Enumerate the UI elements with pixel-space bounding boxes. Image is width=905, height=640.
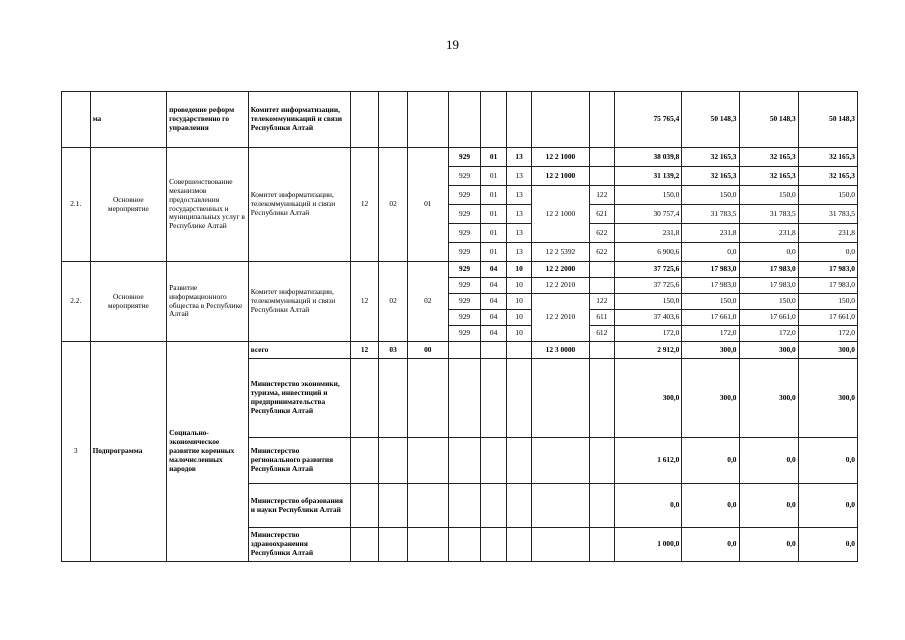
csr-cell	[532, 528, 589, 562]
csr-cell: 12 2 2010	[532, 294, 589, 342]
amount-cell: 300,0	[739, 342, 798, 359]
agency-cell: Комитет информатизации, телекоммуникаций и связи Республики Алтай	[248, 262, 350, 342]
row-number-cell	[62, 92, 91, 148]
rz-cell: 01	[481, 205, 507, 224]
csr-cell: 12 2 5392	[532, 243, 589, 262]
code-cell	[379, 484, 408, 528]
rz-cell: 04	[481, 262, 507, 278]
amount-cell: 2 912,0	[615, 342, 682, 359]
vr-cell: 621	[589, 205, 615, 224]
pr-cell: 10	[506, 326, 532, 342]
pr-cell	[506, 438, 532, 484]
code-cell	[532, 92, 589, 148]
grbs-cell: 929	[448, 167, 481, 186]
pr-cell: 13	[506, 167, 532, 186]
amount-cell: 17 983,0	[682, 262, 739, 278]
amount-cell: 150,0	[682, 294, 739, 310]
amount-cell: 6 900,6	[615, 243, 682, 262]
vr-cell: 122	[589, 294, 615, 310]
amount-cell: 0,0	[739, 484, 798, 528]
agency-cell: Министерство регионального развития Республики Алтай	[248, 438, 350, 484]
amount-cell: 0,0	[798, 528, 857, 562]
amount-cell: 150,0	[739, 294, 798, 310]
rz-cell: 01	[481, 224, 507, 243]
amount-cell: 37 403,6	[615, 310, 682, 326]
row-number-cell: 3	[62, 342, 91, 562]
amount-cell: 75 765,4	[615, 92, 682, 148]
agency-cell: Комитет информатизации, телекоммуникаций и связи Республики Алтай	[248, 92, 350, 148]
code-cell	[481, 92, 507, 148]
amount-cell: 32 165,3	[739, 148, 798, 167]
vr-cell	[589, 262, 615, 278]
pr-cell: 13	[506, 243, 532, 262]
grbs-cell: 929	[448, 262, 481, 278]
amount-cell: 1 612,0	[615, 438, 682, 484]
amount-cell: 32 165,3	[682, 167, 739, 186]
amount-cell: 31 783,5	[798, 205, 857, 224]
pr-cell: 10	[506, 262, 532, 278]
amount-cell: 300,0	[798, 342, 857, 359]
amount-cell: 31 139,2	[615, 167, 682, 186]
code-cell	[350, 528, 379, 562]
rz-cell	[481, 359, 507, 438]
vr-cell: 622	[589, 224, 615, 243]
amount-cell: 231,8	[798, 224, 857, 243]
amount-cell: 17 661,0	[739, 310, 798, 326]
purpose-cell: Совершенствование механизмов предоставления государственных и муниципальных услуг в Республике Алтай	[167, 148, 249, 262]
rz-cell: 04	[481, 294, 507, 310]
vr-cell	[589, 278, 615, 294]
amount-cell: 172,0	[615, 326, 682, 342]
agency-cell: Министерство образования и науки Республики Алтай	[248, 484, 350, 528]
code-cell: 02	[379, 262, 408, 342]
amount-cell: 50 148,3	[798, 92, 857, 148]
amount-cell: 231,8	[739, 224, 798, 243]
vr-cell: 122	[589, 186, 615, 205]
grbs-cell: 929	[448, 224, 481, 243]
csr-cell: 12 2 2010	[532, 278, 589, 294]
amount-cell: 50 148,3	[739, 92, 798, 148]
pr-cell	[506, 342, 532, 359]
amount-cell: 0,0	[615, 484, 682, 528]
amount-cell: 50 148,3	[682, 92, 739, 148]
amount-cell: 17 983,0	[798, 278, 857, 294]
amount-cell: 0,0	[798, 484, 857, 528]
csr-cell: 12 3 0000	[532, 342, 589, 359]
agency-cell: Министерство здравоохранения Республики Алтай	[248, 528, 350, 562]
row-name-cell: Подпрограмма	[90, 342, 167, 562]
csr-cell: 12 2 1000	[532, 148, 589, 167]
pr-cell: 10	[506, 310, 532, 326]
amount-cell: 17 983,0	[798, 262, 857, 278]
code-cell	[379, 92, 408, 148]
agency-cell: Комитет информатизации, телекоммуникаций и связи Республики Алтай	[248, 148, 350, 262]
amount-cell: 0,0	[682, 243, 739, 262]
code-cell	[448, 92, 481, 148]
code-cell: 02	[379, 148, 408, 262]
amount-cell: 300,0	[615, 359, 682, 438]
row-name-cell: ма	[90, 92, 167, 148]
pr-cell	[506, 484, 532, 528]
vr-cell: 612	[589, 326, 615, 342]
amount-cell: 231,8	[615, 224, 682, 243]
row-number-cell: 2.1.	[62, 148, 91, 262]
amount-cell: 0,0	[739, 438, 798, 484]
amount-cell: 37 725,6	[615, 262, 682, 278]
amount-cell: 150,0	[615, 294, 682, 310]
vr-cell	[589, 528, 615, 562]
amount-cell: 150,0	[798, 294, 857, 310]
rz-cell: 01	[481, 167, 507, 186]
grbs-cell: 929	[448, 294, 481, 310]
code-cell	[407, 528, 448, 562]
amount-cell: 32 165,3	[682, 148, 739, 167]
grbs-cell	[448, 528, 481, 562]
code-cell	[350, 438, 379, 484]
row-name-cell: Основное мероприятие	[90, 148, 167, 262]
vr-cell	[589, 359, 615, 438]
code-cell: 00	[407, 342, 448, 359]
pr-cell: 13	[506, 224, 532, 243]
csr-cell	[532, 438, 589, 484]
code-cell: 02	[407, 262, 448, 342]
vr-cell	[589, 148, 615, 167]
vr-cell: 622	[589, 243, 615, 262]
amount-cell: 300,0	[682, 359, 739, 438]
grbs-cell	[448, 484, 481, 528]
rz-cell	[481, 484, 507, 528]
amount-cell: 17 983,0	[682, 278, 739, 294]
code-cell	[506, 92, 532, 148]
amount-cell: 31 783,5	[739, 205, 798, 224]
csr-cell	[532, 484, 589, 528]
amount-cell: 172,0	[739, 326, 798, 342]
page-number: 19	[446, 37, 459, 52]
amount-cell: 231,8	[682, 224, 739, 243]
grbs-cell: 929	[448, 278, 481, 294]
grbs-cell: 929	[448, 243, 481, 262]
amount-cell: 31 783,5	[682, 205, 739, 224]
code-cell: 12	[350, 342, 379, 359]
grbs-cell	[448, 359, 481, 438]
purpose-cell: Социально-экономическое развитие коренных малочисленных народов	[167, 342, 249, 562]
code-cell: 12	[350, 148, 379, 262]
amount-cell: 172,0	[682, 326, 739, 342]
row-name-cell: Основное мероприятие	[90, 262, 167, 342]
amount-cell: 38 039,8	[615, 148, 682, 167]
vr-cell	[589, 484, 615, 528]
code-cell: 12	[350, 262, 379, 342]
code-cell	[379, 359, 408, 438]
amount-cell: 1 000,0	[615, 528, 682, 562]
vr-cell	[589, 438, 615, 484]
row-number-cell: 2.2.	[62, 262, 91, 342]
grbs-cell: 929	[448, 310, 481, 326]
vr-cell	[589, 167, 615, 186]
csr-cell: 12 2 1000	[532, 186, 589, 243]
budget-table	[61, 91, 858, 562]
rz-cell: 04	[481, 278, 507, 294]
code-cell	[350, 484, 379, 528]
amount-cell: 0,0	[682, 528, 739, 562]
csr-cell: 12 2 1000	[532, 167, 589, 186]
rz-cell	[481, 342, 507, 359]
amount-cell: 32 165,3	[739, 167, 798, 186]
table-row	[62, 342, 858, 359]
amount-cell: 30 757,4	[615, 205, 682, 224]
grbs-cell: 929	[448, 186, 481, 205]
amount-cell: 32 165,3	[798, 167, 857, 186]
amount-cell: 0,0	[739, 528, 798, 562]
amount-cell: 0,0	[682, 438, 739, 484]
grbs-cell	[448, 342, 481, 359]
amount-cell: 150,0	[615, 186, 682, 205]
grbs-cell: 929	[448, 205, 481, 224]
amount-cell: 0,0	[739, 243, 798, 262]
amount-cell: 0,0	[798, 243, 857, 262]
rz-cell: 04	[481, 326, 507, 342]
grbs-cell: 929	[448, 148, 481, 167]
pr-cell	[506, 359, 532, 438]
pr-cell: 13	[506, 205, 532, 224]
code-cell: 01	[407, 148, 448, 262]
code-cell	[589, 92, 615, 148]
amount-cell: 37 725,6	[615, 278, 682, 294]
grbs-cell: 929	[448, 326, 481, 342]
pr-cell: 10	[506, 278, 532, 294]
amount-cell: 32 165,3	[798, 148, 857, 167]
agency-cell: Министерство экономики, туризма, инвестиций и предпринимательства Республики Алтай	[248, 359, 350, 438]
amount-cell: 300,0	[798, 359, 857, 438]
amount-cell: 150,0	[739, 186, 798, 205]
csr-cell	[532, 359, 589, 438]
vr-cell: 611	[589, 310, 615, 326]
rz-cell: 01	[481, 243, 507, 262]
amount-cell: 17 983,0	[739, 262, 798, 278]
vr-cell	[589, 342, 615, 359]
amount-cell: 300,0	[739, 359, 798, 438]
pr-cell: 13	[506, 186, 532, 205]
code-cell	[350, 359, 379, 438]
amount-cell: 17 661,0	[798, 310, 857, 326]
amount-cell: 17 661,0	[682, 310, 739, 326]
rz-cell: 01	[481, 148, 507, 167]
rz-cell	[481, 438, 507, 484]
code-cell	[379, 528, 408, 562]
amount-cell: 172,0	[798, 326, 857, 342]
amount-cell: 150,0	[682, 186, 739, 205]
amount-cell: 0,0	[798, 438, 857, 484]
code-cell	[407, 92, 448, 148]
amount-cell: 17 983,0	[739, 278, 798, 294]
code-cell	[379, 438, 408, 484]
rz-cell: 01	[481, 186, 507, 205]
rz-cell: 04	[481, 310, 507, 326]
table-row	[62, 92, 858, 148]
table-row	[62, 262, 858, 278]
pr-cell: 10	[506, 294, 532, 310]
grbs-cell	[448, 438, 481, 484]
amount-cell: 300,0	[682, 342, 739, 359]
csr-cell: 12 2 2000	[532, 262, 589, 278]
table-row	[62, 148, 858, 167]
code-cell: 03	[379, 342, 408, 359]
amount-cell: 150,0	[798, 186, 857, 205]
code-cell	[407, 484, 448, 528]
purpose-cell: проведение реформ государственно го управления	[167, 92, 249, 148]
agency-cell: всего	[248, 342, 350, 359]
pr-cell	[506, 528, 532, 562]
rz-cell	[481, 528, 507, 562]
code-cell	[407, 438, 448, 484]
amount-cell: 0,0	[682, 484, 739, 528]
purpose-cell: Развитие информационного общества в Республике Алтай	[167, 262, 249, 342]
code-cell	[407, 359, 448, 438]
pr-cell: 13	[506, 148, 532, 167]
code-cell	[350, 92, 379, 148]
